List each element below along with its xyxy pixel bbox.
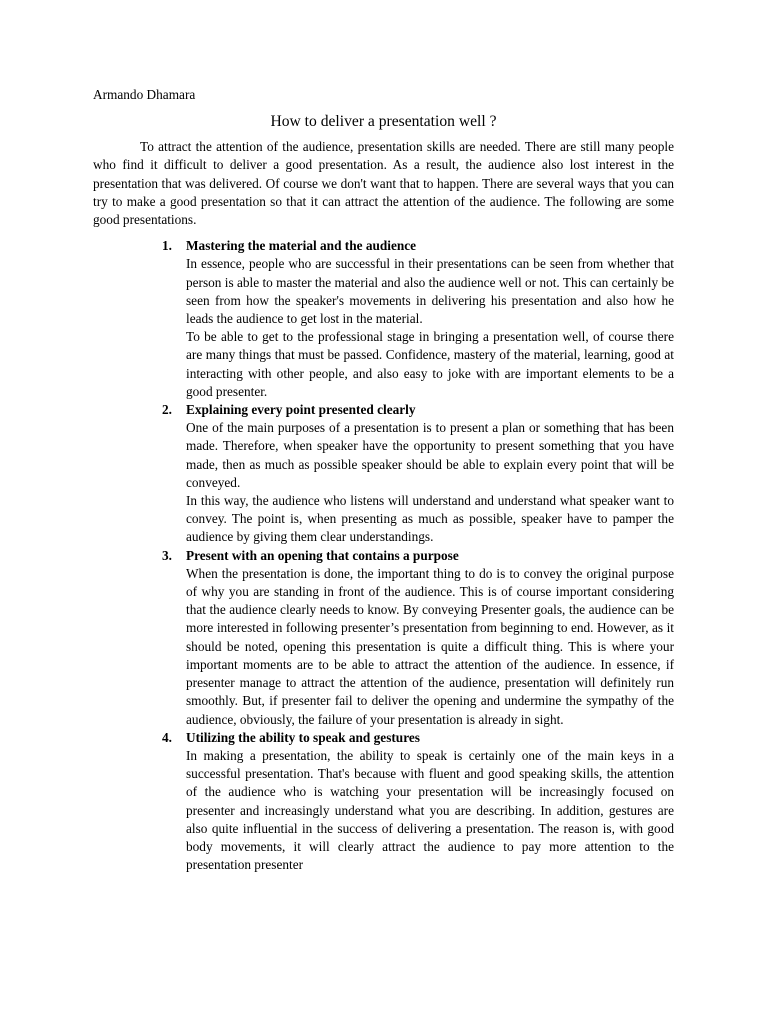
item-paragraph: One of the main purposes of a presentation is to present a plan or something that has been made. Therefore, when speaker have the opportunity to present something that you have made, then as much as possible speaker should be able to explain every point that will be conveyed.: [186, 420, 674, 490]
list-item-1: [162, 237, 674, 401]
item-heading: Present with an opening that contains a purpose: [186, 547, 459, 563]
list-item-2: [162, 401, 674, 547]
item-paragraph: In essence, people who are successful in their presentations can be seen from whether that person is able to master the material and also the audience well or not. This can certainly be seen from how the speaker's movements in delivering his presentation and also how he leads the audience to get lost in the material.: [186, 256, 674, 327]
list-number: 4.: [162, 729, 172, 745]
intro-paragraph: To attract the attention of the audience, presentation skills are needed. There are still many people who find it difficult to deliver a good presentation. As a result, the audience also lost interest in the presentation that was delivered. Of course we don't want that to happen. There are several ways that you can try to make a good presentation so that it can attract the attention of the audience. The following are some good presentations.: [93, 139, 674, 228]
list-number: 3.: [162, 547, 172, 563]
list-number: 2.: [162, 402, 172, 418]
item-paragraph: In this way, the audience who listens will understand and understand what speaker want to convey. The point is, when presenting as much as possible, speaker have to pamper the audience by giving them clear understandings.: [186, 493, 674, 545]
item-heading: Explaining every point presented clearly: [186, 402, 416, 418]
item-heading: Utilizing the ability to speak and gestures: [186, 729, 420, 745]
item-paragraph: In making a presentation, the ability to speak is certainly one of the main keys in a successful presentation. That's because with fluent and good speaking skills, the attention of the audience who is watching your presentation will be increasingly focused on presenter and increasingly understand what you are describing. In addition, gestures are also quite influential in the success of delivering a presentation. The reason is, with good body movements, it will clearly attract the audience to pay more attention to the presentation presenter: [186, 747, 674, 873]
item-paragraph: To be able to get to the professional stage in bringing a presentation well, of course there are many things that must be passed. Confidence, mastery of the material, learning, good at interacting with other people, and also easy to joke with are important elements to be a good presenter.: [186, 329, 674, 399]
item-heading: Mastering the material and the audience: [186, 238, 417, 254]
list-number: 1.: [162, 238, 172, 254]
tips-list: [93, 237, 674, 874]
list-item-4: [162, 729, 674, 875]
item-paragraph: When the presentation is done, the important thing to do is to convey the original purpose of why you are standing in front of the audience. This is of course important considering that the audience clearly needs to know. By conveying Presenter goals, the audience can be more interested in following presenter’s presentation from beginning to end. However, as it should be noted, opening this presentation is quite a difficult thing. This is where your important moments are to be able to attract the attention of the audience. In essence, if presenter manage to attract the attention of the audience, presentation will definitely run smoothly. But, if presenter fail to deliver the opening and undermine the sympathy of the audience, obviously, the failure of your presentation is already in sight.: [186, 565, 674, 727]
document-page: [93, 86, 674, 874]
list-item-3: [162, 547, 674, 729]
document-title: How to deliver a presentation well ?: [270, 113, 497, 131]
author-name: Armando Dhamara: [93, 87, 196, 102]
